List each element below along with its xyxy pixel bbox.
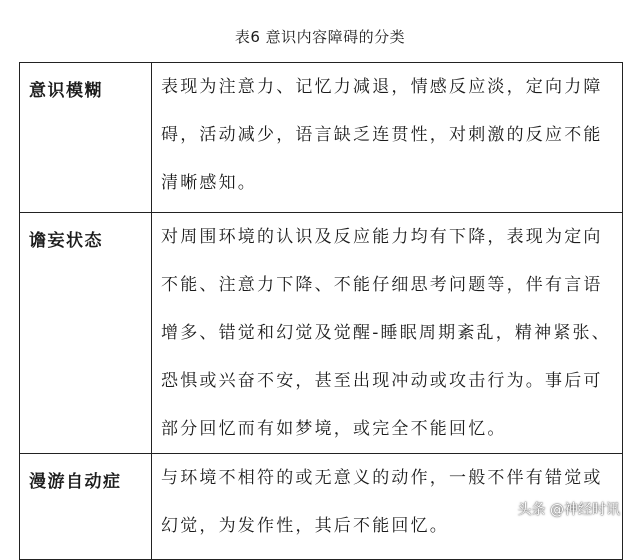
watermark-text: 头条 @神经时讯	[517, 502, 620, 518]
description-cell: 表现为注意力、记忆力减退，情感反应淡，定向力障碍，活动减少，语言缺乏连贯性，对刺激的反应不能清晰感知。	[152, 63, 623, 213]
table-row	[20, 213, 623, 454]
term-cell: 意识模糊	[20, 63, 152, 213]
term-cell: 谵妄状态	[20, 213, 152, 454]
table-row	[20, 63, 623, 213]
table-caption: 表6 意识内容障碍的分类	[234, 28, 406, 46]
term-cell: 漫游自动症	[20, 454, 152, 560]
description-cell: 对周围环境的认识及反应能力均有下降，表现为定向不能、注意力下降、不能仔细思考问题等，伴有言语增多、错觉和幻觉及觉醒-睡眠周期紊乱，精神紧张、恐惧或兴奋不安，甚至出现冲动或攻击行为。事后可部分回忆而有如梦境，或完全不能回忆。	[152, 213, 623, 454]
classification-table	[19, 62, 623, 560]
watermark	[518, 499, 620, 519]
description-cell: 与环境不相符的或无意义的动作，一般不伴有错觉或幻觉，为发作性，其后不能回忆。	[152, 454, 623, 560]
